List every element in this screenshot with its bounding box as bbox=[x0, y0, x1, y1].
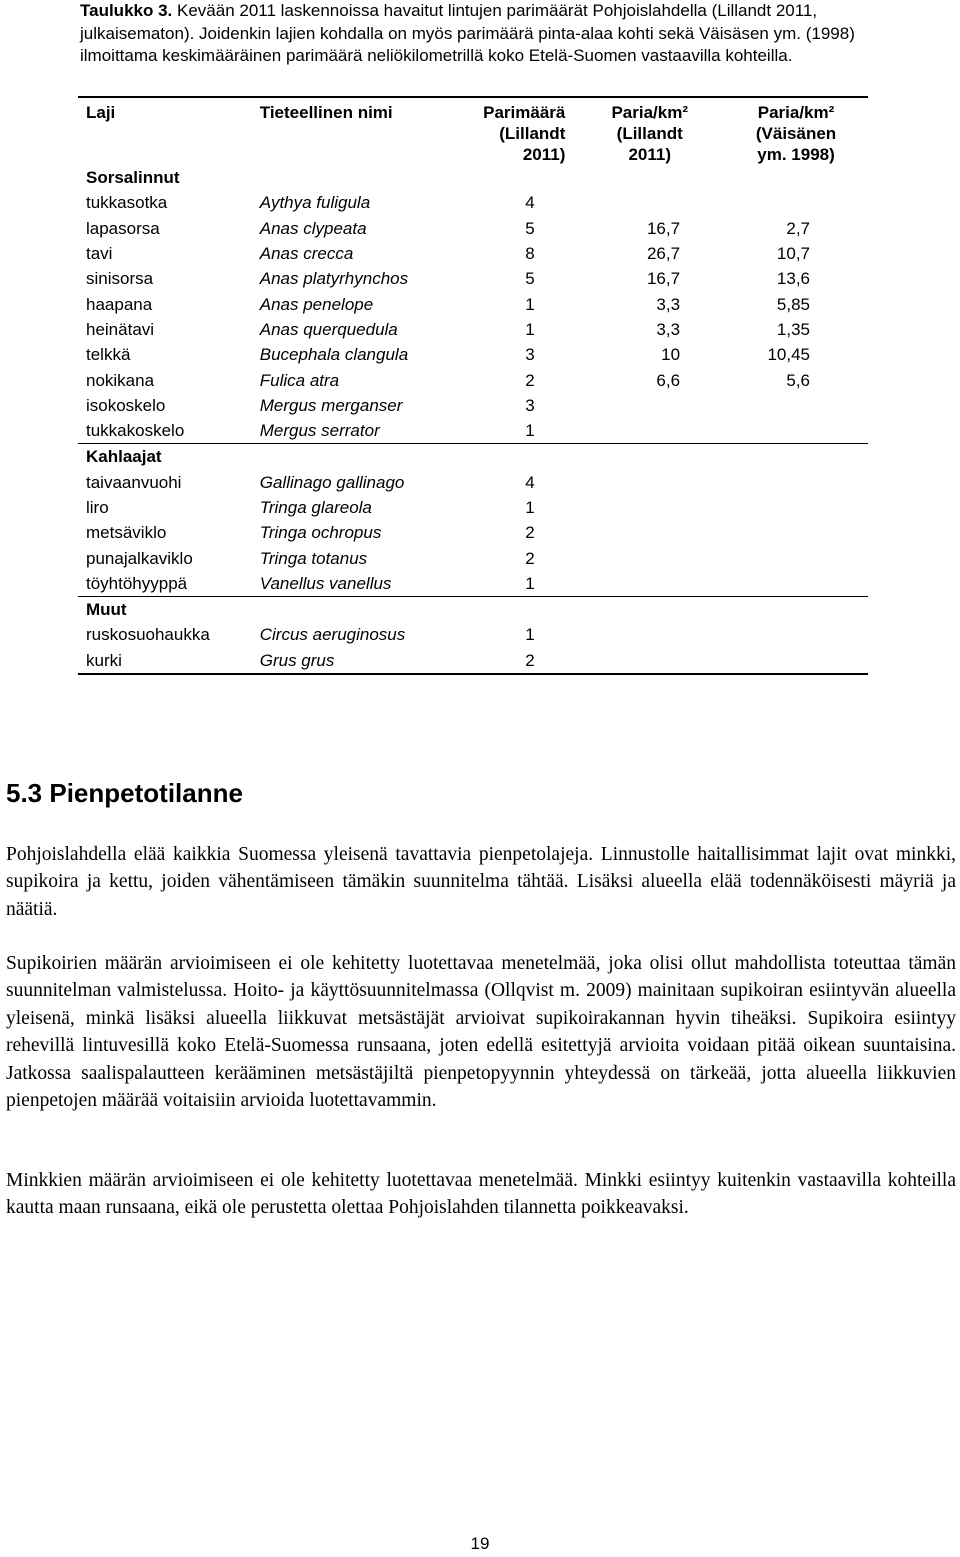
density-cell: 6,6 bbox=[656, 370, 681, 390]
scientific-name-cell: Anas penelope bbox=[259, 294, 374, 314]
density-cell: 16,7 bbox=[646, 218, 681, 238]
reference-density-cell bbox=[724, 190, 868, 215]
pairs-value: 2 bbox=[525, 548, 535, 568]
pairs-value: 4 bbox=[525, 472, 535, 492]
pairs-value: 1 bbox=[525, 498, 535, 517]
pairs-cell bbox=[471, 367, 575, 392]
pairs-value: 5 bbox=[525, 269, 535, 289]
pairs-value: 8 bbox=[525, 244, 535, 264]
reference-density-cell: 5,85 bbox=[776, 294, 810, 314]
reference-density-cell bbox=[724, 470, 868, 495]
scientific-name-cell: Gallinago gallinago bbox=[259, 472, 405, 492]
table-row bbox=[78, 216, 868, 241]
density-cell: 3,3 bbox=[656, 294, 681, 314]
table-row bbox=[78, 291, 868, 316]
table-row bbox=[78, 418, 868, 444]
reference-density-cell: 1,35 bbox=[776, 319, 810, 339]
table-row bbox=[78, 317, 868, 342]
density-cell: 10 bbox=[661, 345, 681, 365]
reference-density-cell: 10,45 bbox=[767, 345, 810, 365]
density-cell bbox=[575, 545, 724, 570]
pairs-cell bbox=[471, 393, 575, 418]
paragraph-3: Minkkien määrän arvioimiseen ei ole kehitetty luotettavaa menetelmää. Minkki esiintyy kuitenkin vastaavilla kohteilla kautta maan runsaana, eikä ole perustetta olettaa Pohjoislahden tilannetta poikkeavaksi. bbox=[6, 1170, 956, 1219]
species-cell: taivaanvuohi bbox=[86, 472, 182, 492]
bird-pairs-table bbox=[78, 96, 868, 675]
header-ref-line2: (Väisänen bbox=[755, 124, 837, 143]
pairs-value: 2 bbox=[525, 523, 535, 543]
table-header-row bbox=[78, 97, 868, 165]
species-cell: nokikana bbox=[86, 370, 155, 390]
header-density bbox=[575, 97, 724, 165]
header-pairs-line2: (Lillandt bbox=[499, 124, 566, 143]
species-cell: sinisorsa bbox=[86, 269, 154, 289]
header-pairs-line3: 2011) bbox=[522, 145, 566, 164]
reference-density-cell bbox=[724, 622, 868, 647]
species-cell: tukkasotka bbox=[86, 193, 168, 213]
reference-density-cell bbox=[724, 545, 868, 570]
paragraph-2: Supikoirien määrän arvioimiseen ei ole kehitetty luotettavaa menetelmää, joka olisi ollut mahdollista toteuttaa tämän suunnitelman valmistelussa. Hoito- ja käyttösuunnitelmassa (Ollqvist m. 2009) mainitaan supikoiran esiintyvän alueella yleisenä, minkä lisäksi alueella liikkuvat metsästäjät arvioivat supikoirakannan hyvin tiheäksi. Supikoira esiintyy rehevillä lintuvesillä koko Etelä-Suomessa runsaana, joten edellä esitettyjä arvioita voidaan pitää oikean suuntaisina. Jatkossa saalispalautteen kerääminen metsästäjiltä pienpetopyynnin yhteydessä on tärkeää, jotta alueella liikkuvien pienpetojen määrää voitaisiin arvioida luotettavammin. bbox=[6, 953, 956, 1112]
group-label-ducks: Sorsalinnut bbox=[86, 168, 180, 188]
density-cell bbox=[575, 393, 724, 418]
table-row bbox=[78, 367, 868, 392]
density-cell bbox=[575, 190, 724, 215]
pairs-value: 1 bbox=[525, 573, 535, 593]
caption-text: Kevään 2011 laskennoissa havaitut lintujen parimäärät Pohjoislahdella (Lillandt 2011, julkaisematon). Joidenkin lajien kohdalla on myös parimäärä pinta-alaa kohti sekä Väisäsen ym. (1998) ilmoittama keskimääräinen parimäärä neliökilometrillä koko Etelä-Suomen vastaavilla kohteilla. bbox=[80, 1, 855, 65]
header-species: Laji bbox=[86, 103, 116, 122]
species-cell: tukkakoskelo bbox=[86, 421, 185, 441]
species-cell: töyhtöhyyppä bbox=[86, 573, 188, 593]
species-cell: isokoskelo bbox=[86, 395, 166, 415]
reference-density-cell bbox=[724, 418, 868, 444]
pairs-value: 1 bbox=[525, 625, 535, 645]
paragraph-1: Pohjoislahdella elää kaikkia Suomessa yleisenä tavattavia pienpetolajeja. Linnustolle haitallisimmat lajit ovat minkki, supikoira ja kettu, joiden vähentämiseen tämäkin suunnitelma tähtää. Lisäksi alueella elää todennäköisesti mäyriä ja näätiä. bbox=[6, 844, 956, 920]
header-scientific-name: Tieteellinen nimi bbox=[259, 103, 393, 122]
pairs-value: 1 bbox=[525, 294, 535, 314]
density-cell bbox=[575, 418, 724, 444]
pairs-cell bbox=[471, 216, 575, 241]
pairs-value: 2 bbox=[525, 370, 535, 390]
reference-density-cell: 10,7 bbox=[776, 244, 810, 264]
species-cell: haapana bbox=[86, 294, 153, 314]
table-row bbox=[78, 190, 868, 215]
table-row bbox=[78, 495, 868, 520]
density-cell: 26,7 bbox=[646, 244, 681, 264]
pairs-cell bbox=[471, 241, 575, 266]
pairs-value: 3 bbox=[525, 395, 535, 415]
species-cell: punajalkaviklo bbox=[86, 548, 193, 568]
density-cell: 3,3 bbox=[656, 319, 681, 339]
species-cell: kurki bbox=[78, 648, 260, 674]
header-pairs-line1: Parimäärä bbox=[483, 103, 566, 122]
scientific-name-cell: Fulica atra bbox=[259, 370, 340, 390]
scientific-name-cell: Anas querquedula bbox=[259, 319, 398, 339]
scientific-name-cell: Tringa ochropus bbox=[259, 523, 382, 543]
density-cell bbox=[575, 470, 724, 495]
header-reference-density bbox=[724, 97, 868, 165]
scientific-name-cell: Aythya fuligula bbox=[259, 193, 371, 213]
pairs-value: 1 bbox=[525, 319, 535, 339]
pairs-cell bbox=[471, 648, 575, 674]
pairs-cell bbox=[471, 470, 575, 495]
scientific-name-cell: Anas clypeata bbox=[259, 218, 367, 238]
scientific-name-cell: Mergus serrator bbox=[259, 421, 380, 441]
table-row bbox=[78, 571, 868, 597]
group-row-others bbox=[78, 597, 868, 623]
table-row bbox=[78, 241, 868, 266]
density-cell bbox=[575, 622, 724, 647]
scientific-name-cell: Vanellus vanellus bbox=[259, 573, 392, 593]
table-caption bbox=[80, 0, 870, 68]
species-cell: telkkä bbox=[86, 345, 131, 365]
scientific-name-cell: Anas crecca bbox=[259, 244, 354, 264]
table-row bbox=[78, 393, 868, 418]
header-density-line1: Paria/km² bbox=[611, 103, 688, 122]
species-cell: liro bbox=[86, 498, 109, 517]
reference-density-cell bbox=[724, 520, 868, 545]
density-cell bbox=[575, 495, 724, 520]
table-row bbox=[78, 266, 868, 291]
header-ref-line3: ym. 1998) bbox=[757, 145, 835, 164]
scientific-name-cell: Anas platyrhynchos bbox=[259, 269, 409, 289]
reference-density-cell bbox=[724, 571, 868, 597]
header-pairs bbox=[471, 97, 575, 165]
table-row bbox=[78, 470, 868, 495]
species-cell: heinätavi bbox=[86, 319, 155, 339]
pairs-cell bbox=[471, 520, 575, 545]
scientific-name-cell: Bucephala clangula bbox=[259, 345, 409, 365]
reference-density-cell bbox=[724, 495, 868, 520]
pairs-value: 4 bbox=[525, 193, 535, 213]
table-row bbox=[78, 622, 868, 647]
caption-label: Taulukko 3. bbox=[80, 1, 173, 20]
pairs-cell bbox=[471, 571, 575, 597]
pairs-value: 2 bbox=[525, 650, 535, 670]
pairs-cell bbox=[471, 495, 575, 520]
reference-density-cell bbox=[724, 393, 868, 418]
table-row bbox=[78, 342, 868, 367]
species-cell: lapasorsa bbox=[86, 218, 160, 238]
species-cell: ruskosuohaukka bbox=[86, 625, 210, 645]
table-row bbox=[78, 520, 868, 545]
section-heading: 5.3 Pienpetotilanne bbox=[6, 778, 243, 808]
group-row-ducks bbox=[78, 165, 868, 190]
header-ref-line1: Paria/km² bbox=[757, 103, 835, 122]
reference-density-cell bbox=[724, 648, 868, 674]
pairs-cell bbox=[471, 291, 575, 316]
scientific-name-cell: Circus aeruginosus bbox=[259, 625, 406, 645]
pairs-cell bbox=[471, 418, 575, 444]
pairs-cell bbox=[471, 622, 575, 647]
group-row-waders bbox=[78, 444, 868, 470]
pairs-cell bbox=[471, 266, 575, 291]
density-cell bbox=[575, 520, 724, 545]
reference-density-cell: 2,7 bbox=[786, 218, 810, 238]
density-cell bbox=[575, 571, 724, 597]
species-cell: tavi bbox=[86, 244, 113, 264]
table-row bbox=[78, 648, 868, 674]
pairs-value: 1 bbox=[525, 421, 535, 441]
density-cell bbox=[575, 648, 724, 674]
reference-density-cell: 13,6 bbox=[776, 269, 810, 289]
page-number: 19 bbox=[470, 1534, 490, 1553]
species-cell: metsäviklo bbox=[86, 523, 167, 543]
reference-density-cell: 5,6 bbox=[786, 370, 810, 390]
group-label-others: Muut bbox=[78, 597, 868, 623]
scientific-name-cell: Grus grus bbox=[260, 648, 471, 674]
pairs-cell bbox=[471, 190, 575, 215]
pairs-cell bbox=[471, 342, 575, 367]
scientific-name-cell: Tringa glareola bbox=[259, 498, 372, 517]
header-density-line2: (Lillandt bbox=[616, 124, 683, 143]
pairs-cell bbox=[471, 545, 575, 570]
table-row bbox=[78, 545, 868, 570]
table-body bbox=[78, 165, 868, 674]
pairs-cell bbox=[471, 317, 575, 342]
group-label-waders: Kahlaajat bbox=[78, 444, 868, 470]
pairs-value: 3 bbox=[525, 345, 535, 365]
header-density-line3: 2011) bbox=[628, 145, 671, 164]
density-cell: 16,7 bbox=[646, 269, 681, 289]
pairs-value: 5 bbox=[525, 218, 535, 238]
scientific-name-cell: Mergus merganser bbox=[259, 395, 403, 415]
scientific-name-cell: Tringa totanus bbox=[259, 548, 368, 568]
